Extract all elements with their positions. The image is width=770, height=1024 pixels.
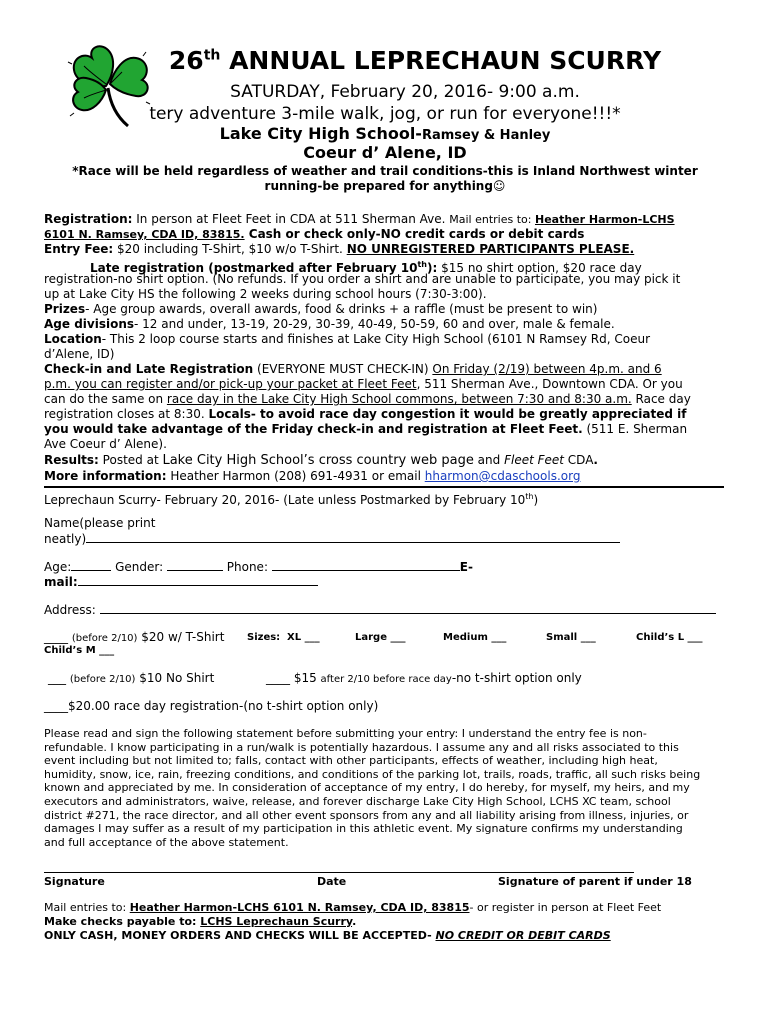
waiver-line: refundable. I know participating in a run/walk is potentially hazardous. I assume any and all risks associated to this — [44, 740, 679, 754]
form-heading: Leprechaun Scurry- February 20, 2016- (Late unless Postmarked by February 10th) — [44, 492, 539, 507]
waiver-line: damages I may suffer as a result of my participation in this athletic event. My signature confirms my understanding — [44, 822, 683, 836]
contact-row: Age: Gender: Phone: E- — [44, 560, 473, 574]
checkin-line-1: Check-in and Late Registration (EVERYONE MUST CHECK-IN) On Friday (2/19) between 4p.m. and 6 — [44, 362, 662, 376]
mail-entries-line: Mail entries to: Heather Harmon-LCHS 6101 N. Ramsey, CDA ID, 83815- or register in person at Fleet Feet — [44, 901, 662, 914]
option-15-late[interactable]: ____ $15 after 2/10 before race day-no t-shirt option only — [266, 671, 582, 685]
section-divider — [44, 486, 724, 488]
more-info-line: More information: Heather Harmon (208) 691-4931 or email hharmon@cdaschools.org — [44, 469, 581, 483]
waiver-line: Please read and sign the following statement before submitting your entry: I understand the entry fee is non- — [44, 727, 647, 740]
age-field[interactable] — [71, 559, 111, 571]
late-registration-text-2: registration-no shirt option. (No refunds. If you order a shirt and are unable to participate, you may pick it — [44, 272, 681, 286]
email-row: mail: — [44, 574, 318, 590]
waiver-text — [44, 727, 700, 849]
checkin-line-4: registration closes at 8:30. Locals- to avoid race day congestion it would be greatly appreciated if — [44, 407, 687, 421]
results-line: Results: Posted at Lake City High School’s cross country web page and Fleet Feet CDA. — [44, 453, 598, 468]
waiver-line: executors and administrators, waive, release, and forever discharge Lake City High School, LCHS XC team, school — [44, 794, 671, 808]
waiver-line: event including but not limited to; falls, contact with other participants, effects of weather, including high heat, — [44, 754, 658, 768]
waiver-line: known and appreciated by me. In consideration of acceptance of my entry, I do hereby, for myself, my heirs, and my — [44, 781, 690, 795]
event-title: 26th ANNUAL LEPRECHAUN SCURRY — [168, 46, 662, 75]
checkin-line-5: you would take advantage of the Friday check-in and registration at Fleet Feet. (511 E. Sherman — [44, 422, 688, 436]
size-xl[interactable]: XL ___ — [287, 632, 320, 643]
checkin-line-3: can do the same on race day in the Lake City High School commons, between 7:30 and 8:30 a.m. Race day — [44, 392, 691, 406]
option-20-race-day[interactable]: ____$20.00 race day registration-(no t-shirt option only) — [44, 699, 379, 713]
date-label: Date — [317, 875, 347, 888]
signature-label: Signature — [44, 875, 105, 888]
email-field[interactable] — [78, 574, 318, 586]
size-small[interactable]: Small ___ — [546, 632, 596, 643]
size-large[interactable]: Large ___ — [355, 632, 406, 643]
option-20-shirt[interactable]: ____ (before 2/10) $20 w/ T-Shirt — [44, 630, 225, 644]
size-medium[interactable]: Medium ___ — [443, 632, 507, 643]
signature-line[interactable] — [44, 872, 634, 873]
name-label: Name(please print — [44, 516, 156, 530]
late-registration-line: Late registration (postmarked after February 10th): $15 no shirt option, $20 race day — [90, 260, 642, 275]
phone-field[interactable] — [272, 559, 460, 571]
size-childs-medium[interactable]: Child’s M ___ — [44, 645, 115, 656]
location-line-2: d’Alene, ID) — [44, 347, 115, 361]
prizes-line: Prizes- Age group awards, overall awards, food & drinks + a raffle (must be present to win) — [44, 302, 598, 316]
registration-address-line: 6101 N. Ramsey, CDA ID, 83815. Cash or check only-NO credit cards or debit cards — [44, 227, 585, 241]
weather-notice-2: running-be prepared for anything☺ — [264, 179, 506, 193]
event-city: Coeur d’ Alene, ID — [303, 143, 467, 162]
option-10-no-shirt[interactable]: ___ (before 2/10) $10 No Shirt — [48, 671, 215, 685]
parent-signature-label: Signature of parent if under 18 — [498, 875, 692, 888]
email-link[interactable]: hharmon@cdaschools.org — [424, 469, 581, 483]
gender-field[interactable] — [167, 559, 223, 571]
waiver-line: and full acceptance of the above statement. — [44, 835, 289, 849]
checks-payable-line: Make checks payable to: LCHS Leprechaun Scurry. — [44, 915, 357, 928]
late-registration-text-3: up at Lake City HS the following 2 weeks during school hours (7:30-3:00). — [44, 287, 487, 301]
event-tagline: tery adventure 3-mile walk, jog, or run for everyone!!!* — [149, 104, 621, 124]
checkin-line-2: p.m. you can register and/or pick-up your packet at Fleet Feet, 511 Sherman Ave., Downtown CDA. Or you — [44, 377, 683, 391]
entry-fee-line: Entry Fee: $20 including T-Shirt, $10 w/o T-Shirt. NO UNREGISTERED PARTICIPANTS PLEASE. — [44, 242, 635, 256]
sizes-label: Sizes: — [247, 632, 281, 643]
registration-line: Registration: In person at Fleet Feet in CDA at 511 Sherman Ave. Mail entries to: Heather Harmon-LCHS — [44, 212, 675, 226]
waiver-line: humidity, snow, ice, rain, freezing conditions, and conditions of the parking lot, trails, roads, traffic, all such risks being — [44, 767, 701, 781]
location-line: Location- This 2 loop course starts and finishes at Lake City High School (6101 N Ramsey Rd, Coeur — [44, 332, 650, 346]
weather-notice-1: *Race will be held regardless of weather and trail conditions-this is Inland Northwest winter — [72, 164, 698, 178]
size-childs-large[interactable]: Child’s L ___ — [636, 632, 703, 643]
payment-methods-line: ONLY CASH, MONEY ORDERS AND CHECKS WILL BE ACCEPTED- NO CREDIT OR DEBIT CARDS — [44, 929, 611, 942]
age-divisions-line: Age divisions- 12 and under, 13-19, 20-29, 30-39, 40-49, 50-59, 60 and over, male & female. — [44, 317, 615, 331]
school-name: Lake City High School-Ramsey & Hanley — [219, 124, 551, 143]
address-field[interactable] — [100, 602, 716, 614]
address-row: Address: — [44, 602, 716, 618]
event-date: SATURDAY, February 20, 2016- 9:00 a.m. — [230, 82, 580, 102]
name-field[interactable] — [86, 531, 620, 543]
waiver-line: district #271, the race director, and all other event sponsors from any and all liability arising from illness, injuries, or — [44, 808, 689, 822]
checkin-line-6: Ave Coeur d’ Alene). — [44, 437, 167, 451]
name-field-row: neatly) — [44, 531, 620, 547]
